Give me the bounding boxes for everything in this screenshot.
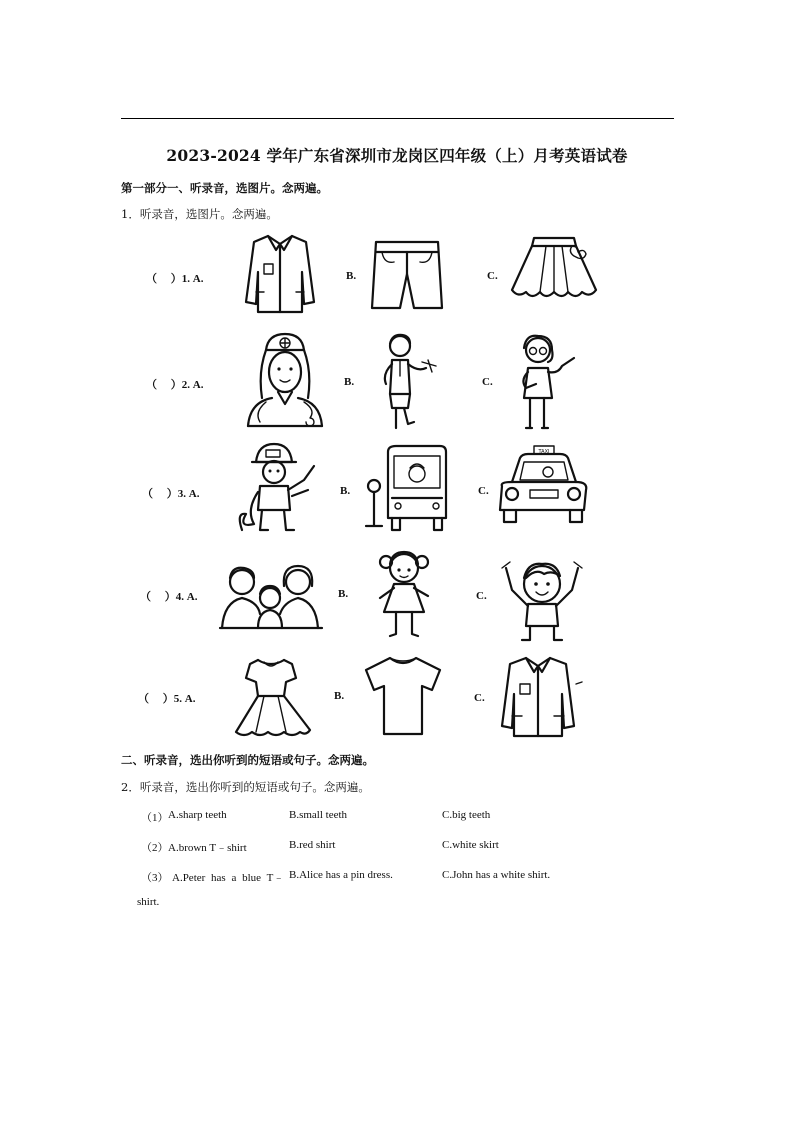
boy-picture [500,554,584,644]
girl-picture [372,546,436,640]
question-1-prompt: 1．听录音，选图片。念两遍。 [121,207,278,221]
item-3-option-c: C. [478,485,489,497]
bus-driver-picture [364,446,450,532]
q2-row-2-option-b: B.red shirt [289,839,336,851]
item-2-label: （ ）2. A. [146,379,204,391]
t-shirt-picture [360,654,446,738]
item-4-option-b: B. [338,588,349,600]
q2-row-3-number: （3） [141,872,169,884]
q2-row-3-option-c: C.John has a white shirt. [442,869,551,881]
taxi-sign-text: TAXI [538,449,550,455]
item-2-option-c: C. [482,376,493,388]
q2-row-2-option-a: A.brown T﹣shirt [168,842,247,854]
q2-row-3-option-a: A.Peter has a blue T﹣ [172,872,285,884]
q2-row-1-option-c: C.big teeth [442,809,491,821]
section-1-heading: 第一部分一、听录音，选图片。念两遍。 [121,181,328,195]
family-picture [218,562,324,632]
q2-row-1-option-b: B.small teeth [289,809,348,821]
q2-row-1-number: （1） [141,812,169,824]
firefighter-picture [232,440,318,536]
item-2-option-b: B. [344,376,355,388]
section-2-heading: 二、听录音，选出你听到的短语或句子。念两遍。 [121,753,374,767]
q2-row-2-number: （2） [141,842,169,854]
item-3-label: （ ）3. A. [142,488,200,500]
item-5-label: （ ）5. A. [138,693,196,705]
item-5-option-b: B. [334,690,345,702]
item-1-option-c: C. [487,270,498,282]
item-3-option-b: B. [340,485,351,497]
top-rule [121,118,674,119]
nurse-picture [244,332,326,428]
flight-attendant-picture [378,332,440,432]
dress-picture [230,656,312,740]
q2-row-2-option-c: C.white skirt [442,839,499,851]
item-5-option-c: C. [474,692,485,704]
item-1-label: （ ）1. A. [146,273,204,285]
item-4-label: （ ）4. A. [140,591,198,603]
teacher-picture [508,332,578,432]
taxi-picture [496,446,588,530]
shirt-picture-2 [496,654,584,740]
shirt-picture [240,232,320,317]
q2-row-3-option-a-continued: shirt. [137,896,160,908]
skirt-picture [506,234,602,304]
item-4-option-c: C. [476,590,487,602]
page-title: 2023-2024 学年广东省深圳市龙岗区四年级（上）月考英语试卷 [166,146,628,165]
shorts-picture [368,236,446,316]
item-1-option-b: B. [346,270,357,282]
q2-row-3-option-b: B.Alice has a pin dress. [289,869,393,881]
question-2-prompt: 2．听录音，选出你听到的短语或句子。念两遍。 [121,780,370,794]
q2-row-1-option-a: A.sharp teeth [168,809,227,821]
